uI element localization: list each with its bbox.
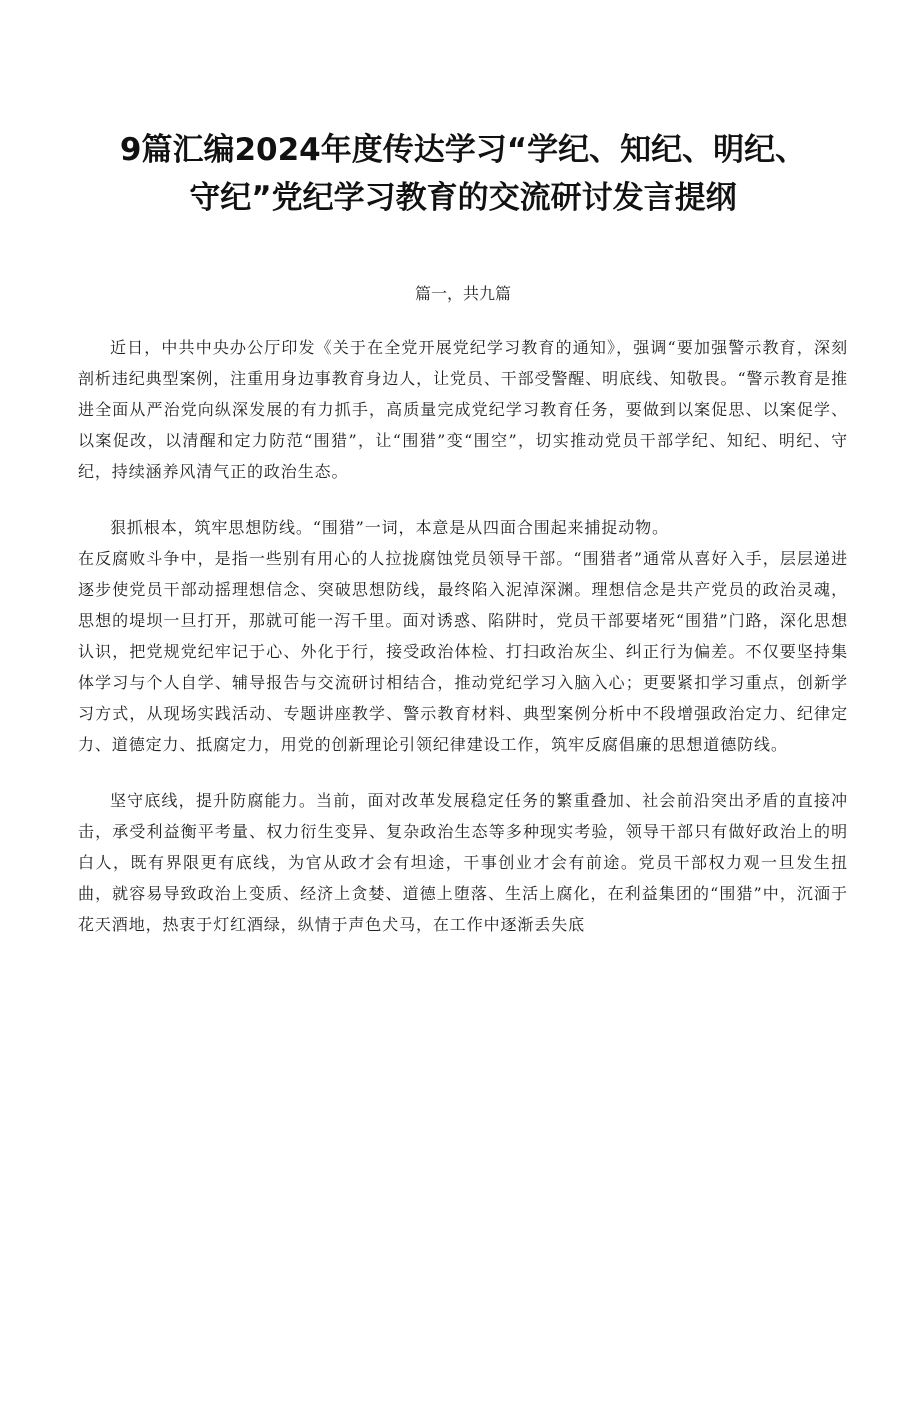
paragraph-3: 坚守底线，提升防腐能力。当前，面对改革发展稳定任务的繁重叠加、社会前沿突出矛盾的直接冲击，承受利益衡平考量、权力衍生变异、复杂政治生态等多种现实考验，领导干部只有做好政治上的明白人，既有界限更有底线，为官从政才会有坦途，干事创业才会有前途。党员干部权力观一旦发生扭曲，就容易导致政治上变质、经济上贪婪、道德上堕落、生活上腐化，在利益集团的“围猎”中，沉湎于花天酒地，热衷于灯红酒绿，纵情于声色犬马，在工作中逐渐丢失底 (78, 791, 848, 934)
document-title (78, 126, 848, 222)
paragraph-2 (78, 512, 848, 760)
title-line-1: 9篇汇编2024年度传达学习“学纪、知纪、明纪、 (119, 132, 807, 168)
paragraph-2-lead: 狠抓根本，筑牢思想防线。“围猎”一词，本意是从四面合围起来捕捉动物。 (110, 518, 669, 537)
section-subtitle: 篇一，共九篇 (414, 284, 511, 303)
paragraph-1: 近日，中共中央办公厅印发《关于在全党开展党纪学习教育的通知》，强调“要加强警示教育，深刻剖析违纪典型案例，注重用身边事教育身边人，让党员、干部受警醒、明底线、知敬畏。“警示教育是推进全面从严治党向纵深发展的有力抓手，高质量完成党纪学习教育任务，要做到以案促思、以案促学、以案促改，以清醒和定力防范“围猎”，让“围猎”变“围空”，切实推动党员干部学纪、知纪、明纪、守纪，持续涵养风清气正的政治生态。 (78, 338, 848, 481)
paragraph-2-body: 在反腐败斗争中，是指一些别有用心的人拉拢腐蚀党员领导干部。“围猎者”通常从喜好入手，层层递进逐步使党员干部动摇理想信念、突破思想防线，最终陷入泥淖深渊。理想信念是共产党员的政治灵魂，思想的堤坝一旦打开，那就可能一泻千里。面对诱惑、陷阱时，党员干部要堵死“围猎”门路，深化思想认识，把党规党纪牢记于心、外化于行，接受政治体检、打扫政治灰尘、纠正行为偏差。不仅要坚持集体学习与个人自学、辅导报告与交流研讨相结合，推动党纪学习入脑入心；更要紧扣学习重点，创新学习方式，从现场实践活动、专题讲座教学、警示教育材料、典型案例分析中不段增强政治定力、纪律定力、道德定力、抵腐定力，用党的创新理论引领纪律建设工作，筑牢反腐倡廉的思想道德防线。 (78, 549, 848, 754)
document-page (0, 126, 920, 1427)
title-line-2: 守纪”党纪学习教育的交流研讨发言提纲 (189, 180, 737, 216)
